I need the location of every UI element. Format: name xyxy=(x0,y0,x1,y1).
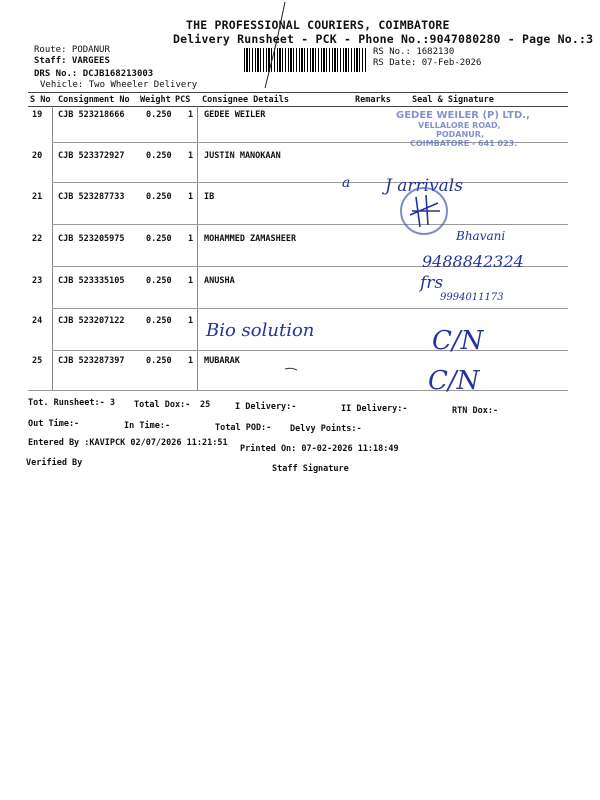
hand-sign-row23: frs xyxy=(420,273,444,293)
entered-by: Entered By :KAVIPCK 02/07/2026 11:21:51 xyxy=(28,438,228,448)
stamp-line3: PODANUR, xyxy=(436,130,485,139)
in-time: In Time:- xyxy=(124,421,171,431)
pen-stroke xyxy=(284,366,298,372)
stamp-line2: VELLALORE ROAD, xyxy=(418,121,501,130)
route-label: Route: PODANUR xyxy=(34,45,110,55)
staff-signature: Staff Signature xyxy=(272,464,349,474)
pen-mark xyxy=(255,0,295,90)
row-sno: 19 xyxy=(32,110,43,120)
total-dox-value: 25 xyxy=(200,400,211,410)
row-sno: 21 xyxy=(32,192,43,202)
row-pcs: 1 xyxy=(188,110,194,120)
verified-by: Verified By xyxy=(26,458,83,468)
delvy-points: Delvy Points:- xyxy=(290,424,362,434)
row-consignment: CJB 523372927 xyxy=(58,151,125,161)
rs-number: RS No.: 1682130 xyxy=(373,47,455,57)
row-consignment: CJB 523218666 xyxy=(58,110,125,120)
row-weight: 0.250 xyxy=(146,234,172,244)
row-weight: 0.250 xyxy=(146,192,172,202)
drs-number: DRS No.: DCJB168213003 xyxy=(34,69,154,79)
vehicle-label: Vehicle: Two Wheeler Delivery xyxy=(40,80,198,90)
row-pcs: 1 xyxy=(188,151,194,161)
stamp-line1: GEDEE WEILER (P) LTD., xyxy=(396,110,530,121)
row-consignment: CJB 523287397 xyxy=(58,356,125,366)
row-consignment: CJB 523287733 xyxy=(58,192,125,202)
grid-line xyxy=(52,106,53,390)
hand-phone-row23: 9488842324 xyxy=(422,252,524,271)
stamp-line4: COIMBATORE - 641 023. xyxy=(410,139,518,148)
printed-on: Printed On: 07-02-2026 11:18:49 xyxy=(240,444,399,454)
col-consignment: Consignment No xyxy=(58,95,130,105)
row-sno: 23 xyxy=(32,276,43,286)
row-weight: 0.250 xyxy=(146,276,172,286)
hand-sign-row21: J arrivals xyxy=(385,176,463,196)
col-seal-signature: Seal & Signature xyxy=(412,95,494,105)
row-consignee: MUBARAK xyxy=(204,356,240,366)
col-weight: Weight xyxy=(140,95,171,105)
hand-extra-row23: 9994011173 xyxy=(440,292,504,303)
total-dox: Total Dox:- xyxy=(134,400,191,410)
row-weight: 0.250 xyxy=(146,316,172,326)
row-rule xyxy=(52,350,568,351)
company-title: THE PROFESSIONAL COURIERS, COIMBATORE xyxy=(186,18,450,32)
i-delivery: I Delivery:- xyxy=(235,402,297,412)
row-rule xyxy=(28,390,568,391)
col-sno: S No xyxy=(30,95,51,105)
row-consignment: CJB 523205975 xyxy=(58,234,125,244)
col-consignee: Consignee Details xyxy=(202,95,289,105)
rs-date: RS Date: 07-Feb-2026 xyxy=(373,58,482,68)
row-sno: 22 xyxy=(32,234,43,244)
grid-line xyxy=(197,106,198,390)
rtn-dox: RTN Dox:- xyxy=(452,406,499,416)
row-consignment: CJB 523207122 xyxy=(58,316,125,326)
hand-sign-row22: Bhavani xyxy=(456,229,506,243)
row-pcs: 1 xyxy=(188,356,194,366)
row-consignee: IB xyxy=(204,192,215,202)
hand-sign-row25: C/N xyxy=(428,366,480,396)
row-pcs: 1 xyxy=(188,316,194,326)
row-pcs: 1 xyxy=(188,192,194,202)
row-consignee: GEDEE WEILER xyxy=(204,110,266,120)
row-sno: 24 xyxy=(32,316,43,326)
row-rule xyxy=(52,308,568,309)
row-rule xyxy=(52,224,568,225)
col-pcs: PCS xyxy=(175,95,191,105)
row-weight: 0.250 xyxy=(146,110,172,120)
hand-note-row24: Bio solution xyxy=(206,320,315,341)
row-pcs: 1 xyxy=(188,234,194,244)
table-top-rule xyxy=(28,92,568,93)
round-seal-icon xyxy=(398,185,450,237)
hand-sign-row24: C/N xyxy=(432,326,484,356)
out-time: Out Time:- xyxy=(28,419,80,429)
company-stamp xyxy=(396,110,530,148)
row-consignment: CJB 523335105 xyxy=(58,276,125,286)
row-weight: 0.250 xyxy=(146,356,172,366)
table-header-rule xyxy=(28,106,568,107)
row-pcs: 1 xyxy=(188,276,194,286)
staff-label: Staff: VARGEES xyxy=(34,56,110,66)
row-weight: 0.250 xyxy=(146,151,172,161)
tot-runsheet: Tot. Runsheet:- 3 xyxy=(28,398,115,408)
row-rule xyxy=(52,182,568,183)
row-consignee: MOHAMMED ZAMASHEER xyxy=(204,234,297,244)
ii-delivery: II Delivery:- xyxy=(341,404,408,414)
total-pod: Total POD:- xyxy=(215,423,272,433)
col-remarks: Remarks xyxy=(355,95,391,105)
row-consignee: ANUSHA xyxy=(204,276,235,286)
row-sno: 25 xyxy=(32,356,43,366)
row-sno: 20 xyxy=(32,151,43,161)
hand-tick: a xyxy=(342,175,351,191)
row-consignee: JUSTIN MANOKAAN xyxy=(204,151,281,161)
runsheet-subtitle: Delivery Runsheet - PCK - Phone No.:9047080280 - Page No.:3 xyxy=(173,32,594,46)
